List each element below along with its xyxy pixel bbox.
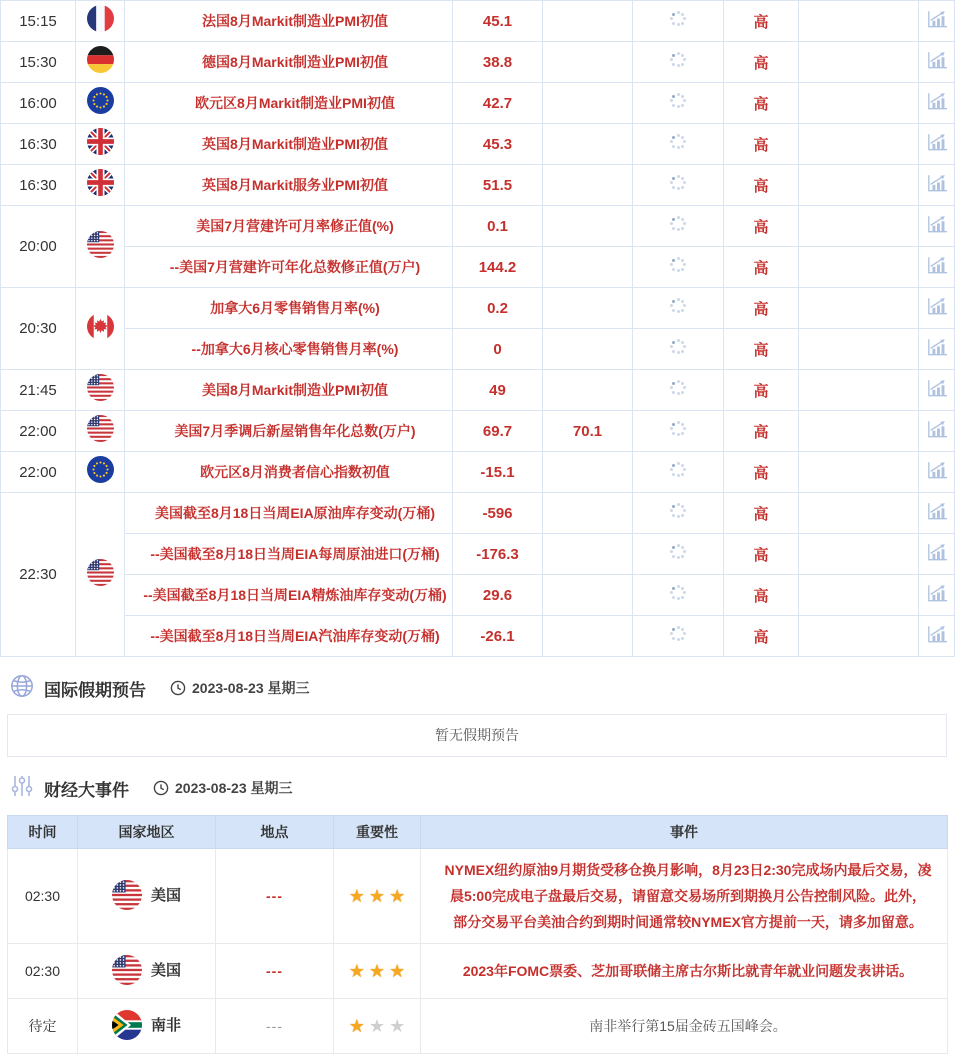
calendar-row — [1, 329, 955, 370]
forecast-value-cell — [543, 247, 633, 288]
star-icon: ★ — [389, 961, 406, 981]
calendar-row — [1, 452, 955, 493]
chart-icon[interactable] — [926, 50, 948, 75]
previous-value-cell: -176.3 — [453, 534, 543, 575]
previous-value-cell: 51.5 — [453, 165, 543, 206]
calendar-row — [1, 124, 955, 165]
effect-cell — [799, 493, 919, 534]
previous-value-cell: 144.2 — [453, 247, 543, 288]
published-value-cell — [633, 493, 724, 534]
effect-cell — [799, 411, 919, 452]
calendar-row — [1, 411, 955, 452]
loading-spinner-icon — [668, 337, 688, 357]
chart-icon[interactable] — [926, 337, 948, 362]
event-name-cell[interactable]: 美国7月营建许可月率修正值(%) — [125, 206, 453, 247]
flag-cell — [76, 452, 125, 493]
flag-cell — [76, 370, 125, 411]
forecast-value-cell — [543, 575, 633, 616]
effect-cell — [799, 288, 919, 329]
importance-cell: 高 — [724, 452, 799, 493]
calendar-row — [1, 493, 955, 534]
events-header-row — [8, 816, 948, 849]
time-cell: 15:15 — [1, 1, 76, 42]
effect-cell — [799, 247, 919, 288]
star-icon: ★ — [389, 1016, 406, 1036]
chart-cell — [919, 534, 955, 575]
effect-cell — [799, 83, 919, 124]
published-value-cell — [633, 411, 724, 452]
major-events-table — [7, 815, 948, 1054]
published-value-cell — [633, 288, 724, 329]
calendar-row — [1, 370, 955, 411]
star-icon: ★ — [389, 886, 406, 906]
us-flag-icon — [112, 955, 142, 985]
published-value-cell — [633, 534, 724, 575]
sliders-icon — [10, 774, 34, 803]
time-cell: 20:00 — [1, 206, 76, 288]
previous-value-cell: -596 — [453, 493, 543, 534]
chart-icon[interactable] — [926, 255, 948, 280]
country-name: 南非 — [150, 1017, 181, 1034]
eu-flag-icon — [87, 456, 114, 483]
chart-cell — [919, 329, 955, 370]
time-cell: 16:30 — [1, 165, 76, 206]
flag-cell — [76, 493, 125, 657]
forecast-value-cell — [543, 288, 633, 329]
us-flag-icon — [87, 559, 114, 586]
event-time-cell: 02:30 — [8, 944, 78, 999]
event-name-cell[interactable]: 美国7月季调后新屋销售年化总数(万户) — [125, 411, 453, 452]
effect-cell — [799, 534, 919, 575]
chart-icon[interactable] — [926, 460, 948, 485]
loading-spinner-icon — [668, 419, 688, 439]
us-flag-icon — [112, 880, 142, 910]
us-flag-icon — [87, 231, 114, 258]
importance-cell: 高 — [724, 329, 799, 370]
event-location-cell: --- — [216, 944, 334, 999]
importance-stars-cell — [334, 849, 421, 944]
time-cell: 20:30 — [1, 288, 76, 370]
published-value-cell — [633, 165, 724, 206]
forecast-value-cell — [543, 370, 633, 411]
chart-icon[interactable] — [926, 132, 948, 157]
previous-value-cell: 45.1 — [453, 1, 543, 42]
holiday-section-title: 国际假期预告 — [44, 680, 146, 700]
effect-cell — [799, 206, 919, 247]
star-icon: ★ — [368, 886, 386, 906]
chart-icon[interactable] — [926, 583, 948, 608]
clock-icon — [170, 680, 186, 696]
chart-icon[interactable] — [926, 624, 948, 649]
loading-spinner-icon — [668, 255, 688, 275]
previous-value-cell: 0 — [453, 329, 543, 370]
flag-cell — [76, 83, 125, 124]
flag-cell — [76, 206, 125, 288]
loading-spinner-icon — [668, 583, 688, 603]
loading-spinner-icon — [668, 296, 688, 316]
chart-cell — [919, 124, 955, 165]
gb-flag-icon — [87, 169, 114, 196]
forecast-value-cell — [543, 42, 633, 83]
calendar-row — [1, 1, 955, 42]
fr-flag-icon — [87, 5, 114, 32]
published-value-cell — [633, 83, 724, 124]
forecast-value-cell — [543, 616, 633, 657]
loading-spinner-icon — [668, 9, 688, 29]
effect-cell — [799, 329, 919, 370]
published-value-cell — [633, 124, 724, 165]
calendar-row — [1, 42, 955, 83]
event-name-cell[interactable]: --美国截至8月18日当周EIA精炼油库存变动(万桶) — [125, 575, 453, 616]
chart-cell — [919, 575, 955, 616]
chart-cell — [919, 616, 955, 657]
published-value-cell — [633, 329, 724, 370]
previous-value-cell: 69.7 — [453, 411, 543, 452]
previous-value-cell: 45.3 — [453, 124, 543, 165]
calendar-row — [1, 616, 955, 657]
event-row — [8, 944, 948, 999]
event-country-cell — [78, 999, 216, 1054]
forecast-value-cell — [543, 1, 633, 42]
event-name-cell[interactable]: 法国8月Markit制造业PMI初值 — [125, 1, 453, 42]
globe-icon — [10, 674, 34, 703]
published-value-cell — [633, 452, 724, 493]
header-location: 地点 — [216, 816, 334, 849]
calendar-row — [1, 83, 955, 124]
event-location-cell: --- — [216, 999, 334, 1054]
event-name-cell[interactable]: 美国8月Markit制造业PMI初值 — [125, 370, 453, 411]
published-value-cell — [633, 1, 724, 42]
loading-spinner-icon — [668, 460, 688, 480]
star-icon: ★ — [348, 961, 365, 981]
country-name: 美国 — [150, 887, 181, 904]
loading-spinner-icon — [668, 501, 688, 521]
chart-cell — [919, 288, 955, 329]
effect-cell — [799, 616, 919, 657]
chart-icon[interactable] — [926, 296, 948, 321]
previous-value-cell: -15.1 — [453, 452, 543, 493]
importance-cell: 高 — [724, 83, 799, 124]
event-text-cell: 南非举行第15届金砖五国峰会。 — [421, 999, 948, 1054]
event-name-cell[interactable]: 加拿大6月零售销售月率(%) — [125, 288, 453, 329]
header-event: 事件 — [421, 816, 948, 849]
loading-spinner-icon — [668, 542, 688, 562]
importance-cell: 高 — [724, 165, 799, 206]
event-name-cell[interactable]: --加拿大6月核心零售销售月率(%) — [125, 329, 453, 370]
importance-cell: 高 — [724, 247, 799, 288]
chart-icon[interactable] — [926, 173, 948, 198]
holiday-section-header — [10, 674, 954, 702]
time-cell: 15:30 — [1, 42, 76, 83]
effect-cell — [799, 42, 919, 83]
published-value-cell — [633, 370, 724, 411]
us-flag-icon — [87, 415, 114, 442]
event-name-cell[interactable]: --美国截至8月18日当周EIA每周原油进口(万桶) — [125, 534, 453, 575]
previous-value-cell: 29.6 — [453, 575, 543, 616]
effect-cell — [799, 575, 919, 616]
event-text-cell: 2023年FOMC票委、芝加哥联储主席古尔斯比就青年就业问题发表讲话。 — [421, 944, 948, 999]
published-value-cell — [633, 206, 724, 247]
event-country-cell — [78, 849, 216, 944]
importance-cell: 高 — [724, 411, 799, 452]
event-country-cell — [78, 944, 216, 999]
flag-cell — [76, 1, 125, 42]
calendar-row — [1, 288, 955, 329]
loading-spinner-icon — [668, 214, 688, 234]
effect-cell — [799, 1, 919, 42]
event-name-cell[interactable]: --美国截至8月18日当周EIA汽油库存变动(万桶) — [125, 616, 453, 657]
flag-cell — [76, 42, 125, 83]
previous-value-cell: -26.1 — [453, 616, 543, 657]
header-importance: 重要性 — [334, 816, 421, 849]
previous-value-cell: 42.7 — [453, 83, 543, 124]
event-name-cell[interactable]: 美国截至8月18日当周EIA原油库存变动(万桶) — [125, 493, 453, 534]
event-location-cell: --- — [216, 849, 334, 944]
time-cell: 16:00 — [1, 83, 76, 124]
chart-cell — [919, 165, 955, 206]
event-name-cell[interactable]: 英国8月Markit制造业PMI初值 — [125, 124, 453, 165]
event-row — [8, 849, 948, 944]
holiday-empty-box: 暂无假期预告 — [7, 714, 947, 757]
chart-icon[interactable] — [926, 542, 948, 567]
gb-flag-icon — [87, 128, 114, 155]
flag-cell — [76, 288, 125, 370]
loading-spinner-icon — [668, 624, 688, 644]
time-cell: 16:30 — [1, 124, 76, 165]
previous-value-cell: 49 — [453, 370, 543, 411]
chart-icon[interactable] — [926, 501, 948, 526]
za-flag-icon — [112, 1010, 142, 1040]
chart-cell — [919, 1, 955, 42]
effect-cell — [799, 124, 919, 165]
forecast-value-cell — [543, 493, 633, 534]
flag-cell — [76, 124, 125, 165]
time-cell: 22:00 — [1, 452, 76, 493]
star-icon: ★ — [368, 961, 386, 981]
loading-spinner-icon — [668, 378, 688, 398]
chart-icon[interactable] — [926, 419, 948, 444]
previous-value-cell: 38.8 — [453, 42, 543, 83]
importance-cell: 高 — [724, 42, 799, 83]
chart-cell — [919, 370, 955, 411]
calendar-row — [1, 247, 955, 288]
importance-cell: 高 — [724, 493, 799, 534]
importance-cell: 高 — [724, 206, 799, 247]
forecast-value-cell — [543, 452, 633, 493]
importance-cell: 高 — [724, 124, 799, 165]
event-name-cell[interactable]: 欧元区8月消费者信心指数初值 — [125, 452, 453, 493]
time-cell: 22:30 — [1, 493, 76, 657]
calendar-row — [1, 165, 955, 206]
chart-cell — [919, 493, 955, 534]
event-name-cell[interactable]: 欧元区8月Markit制造业PMI初值 — [125, 83, 453, 124]
flag-cell — [76, 411, 125, 452]
forecast-value-cell — [543, 534, 633, 575]
event-text-cell: NYMEX纽约原油9月期货受移仓换月影响，8月23日2:30完成场内最后交易，凌晨5:00完成电子盘最后交易，请留意交易场所到期换月公告控制风险。此外，部分交易平台美油合约到期时间通常较NYMEX官方提前一天，请多加留意。 — [421, 849, 948, 944]
star-icon: ★ — [348, 1016, 365, 1036]
forecast-value-cell: 70.1 — [543, 411, 633, 452]
effect-cell — [799, 165, 919, 206]
effect-cell — [799, 452, 919, 493]
events-section-header — [10, 774, 954, 802]
holiday-section-date: 2023-08-23 星期三 — [170, 678, 310, 698]
loading-spinner-icon — [668, 173, 688, 193]
effect-cell — [799, 370, 919, 411]
chart-icon[interactable] — [926, 214, 948, 239]
importance-cell: 高 — [724, 575, 799, 616]
chart-cell — [919, 452, 955, 493]
forecast-value-cell — [543, 165, 633, 206]
events-section-title: 财经大事件 — [44, 780, 129, 800]
chart-cell — [919, 206, 955, 247]
country-name: 美国 — [150, 962, 181, 979]
time-cell: 22:00 — [1, 411, 76, 452]
ca-flag-icon — [87, 313, 114, 340]
event-time-cell: 待定 — [8, 999, 78, 1054]
published-value-cell — [633, 247, 724, 288]
published-value-cell — [633, 616, 724, 657]
forecast-value-cell — [543, 83, 633, 124]
importance-cell: 高 — [724, 616, 799, 657]
chart-icon[interactable] — [926, 378, 948, 403]
event-name-cell[interactable]: --美国7月营建许可年化总数修正值(万户) — [125, 247, 453, 288]
importance-stars-cell — [334, 999, 421, 1054]
importance-stars-cell — [334, 944, 421, 999]
previous-value-cell: 0.2 — [453, 288, 543, 329]
header-country: 国家地区 — [78, 816, 216, 849]
importance-cell: 高 — [724, 534, 799, 575]
forecast-value-cell — [543, 329, 633, 370]
event-name-cell[interactable]: 德国8月Markit制造业PMI初值 — [125, 42, 453, 83]
chart-cell — [919, 411, 955, 452]
importance-cell: 高 — [724, 1, 799, 42]
event-name-cell[interactable]: 英国8月Markit服务业PMI初值 — [125, 165, 453, 206]
clock-icon — [153, 780, 169, 796]
events-section-date: 2023-08-23 星期三 — [153, 778, 293, 798]
flag-cell — [76, 165, 125, 206]
loading-spinner-icon — [668, 91, 688, 111]
us-flag-icon — [87, 374, 114, 401]
calendar-row — [1, 534, 955, 575]
chart-cell — [919, 83, 955, 124]
importance-cell: 高 — [724, 288, 799, 329]
chart-icon[interactable] — [926, 91, 948, 116]
star-icon: ★ — [348, 886, 365, 906]
header-time: 时间 — [8, 816, 78, 849]
previous-value-cell: 0.1 — [453, 206, 543, 247]
published-value-cell — [633, 42, 724, 83]
de-flag-icon — [87, 46, 114, 73]
chart-cell — [919, 42, 955, 83]
published-value-cell — [633, 575, 724, 616]
forecast-value-cell — [543, 206, 633, 247]
time-cell: 21:45 — [1, 370, 76, 411]
chart-icon[interactable] — [926, 9, 948, 34]
event-row — [8, 999, 948, 1054]
eu-flag-icon — [87, 87, 114, 114]
chart-cell — [919, 247, 955, 288]
event-time-cell: 02:30 — [8, 849, 78, 944]
calendar-row — [1, 575, 955, 616]
star-icon: ★ — [368, 1016, 386, 1036]
calendar-row — [1, 206, 955, 247]
forecast-value-cell — [543, 124, 633, 165]
importance-cell: 高 — [724, 370, 799, 411]
loading-spinner-icon — [668, 50, 688, 70]
loading-spinner-icon — [668, 132, 688, 152]
